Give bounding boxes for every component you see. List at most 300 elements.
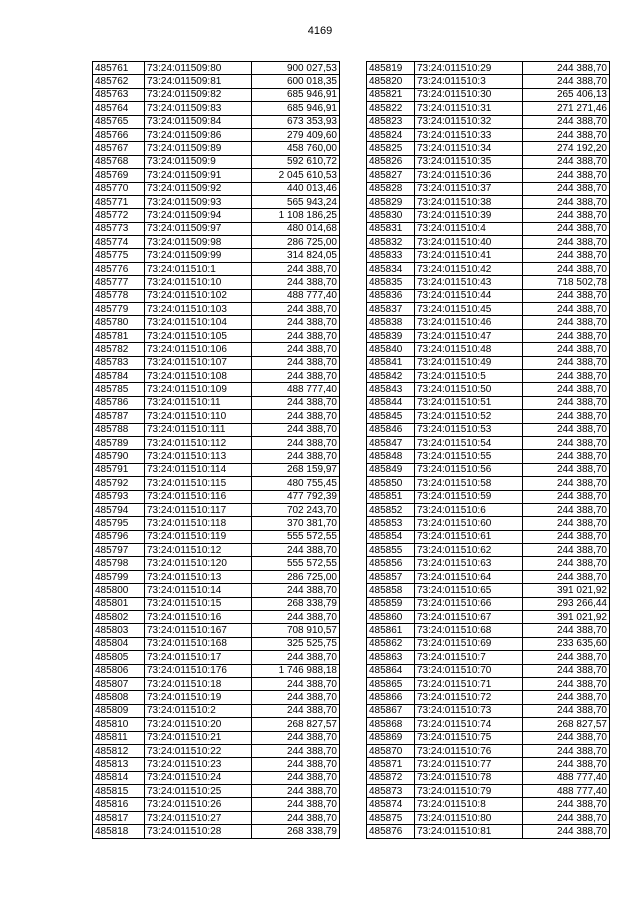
cadastral-value-cell: 244 388,70 bbox=[523, 825, 610, 838]
table-row bbox=[367, 436, 610, 449]
cadastral-number-cell: 73:24:011510:68 bbox=[415, 624, 523, 637]
table-row bbox=[93, 249, 340, 262]
row-number-cell: 485876 bbox=[367, 825, 415, 838]
cadastral-value-cell: 244 388,70 bbox=[523, 691, 610, 704]
row-number-cell: 485849 bbox=[367, 463, 415, 476]
cadastral-number-cell: 73:24:011510:6 bbox=[415, 503, 523, 516]
row-number-cell: 485840 bbox=[367, 343, 415, 356]
table-row bbox=[367, 570, 610, 583]
cadastral-number-cell: 73:24:011509:99 bbox=[145, 249, 252, 262]
row-number-cell: 485819 bbox=[367, 62, 415, 75]
table-row bbox=[93, 557, 340, 570]
row-number-cell: 485854 bbox=[367, 530, 415, 543]
cadastral-number-cell: 73:24:011510:81 bbox=[415, 825, 523, 838]
cadastral-value-cell: 279 409,60 bbox=[252, 128, 340, 141]
cadastral-value-cell: 685 946,91 bbox=[252, 102, 340, 115]
cadastral-number-cell: 73:24:011510:120 bbox=[145, 557, 252, 570]
cadastral-number-cell: 73:24:011510:106 bbox=[145, 343, 252, 356]
row-number-cell: 485765 bbox=[93, 115, 145, 128]
table-row bbox=[93, 651, 340, 664]
row-number-cell: 485783 bbox=[93, 356, 145, 369]
cadastral-number-cell: 73:24:011510:115 bbox=[145, 477, 252, 490]
cadastral-value-cell: 271 271,46 bbox=[523, 102, 610, 115]
cadastral-value-cell: 244 388,70 bbox=[523, 383, 610, 396]
cadastral-number-cell: 73:24:011510:51 bbox=[415, 396, 523, 409]
row-number-cell: 485867 bbox=[367, 704, 415, 717]
cadastral-number-cell: 73:24:011510:22 bbox=[145, 744, 252, 757]
cadastral-value-cell: 244 388,70 bbox=[523, 758, 610, 771]
cadastral-number-cell: 73:24:011510:114 bbox=[145, 463, 252, 476]
table-row bbox=[367, 128, 610, 141]
table-row bbox=[93, 731, 340, 744]
cadastral-value-cell: 244 388,70 bbox=[523, 262, 610, 275]
table-row bbox=[367, 249, 610, 262]
table-row bbox=[367, 195, 610, 208]
row-number-cell: 485798 bbox=[93, 557, 145, 570]
cadastral-value-cell: 244 388,70 bbox=[523, 182, 610, 195]
cadastral-number-cell: 73:24:011510:80 bbox=[415, 811, 523, 824]
cadastral-value-cell: 488 777,40 bbox=[252, 383, 340, 396]
row-number-cell: 485813 bbox=[93, 758, 145, 771]
table-row bbox=[367, 276, 610, 289]
table-row bbox=[367, 624, 610, 637]
row-number-cell: 485863 bbox=[367, 651, 415, 664]
row-number-cell: 485855 bbox=[367, 544, 415, 557]
cadastral-number-cell: 73:24:011510:77 bbox=[415, 758, 523, 771]
row-number-cell: 485771 bbox=[93, 195, 145, 208]
cadastral-value-cell: 244 388,70 bbox=[252, 584, 340, 597]
table-row bbox=[367, 155, 610, 168]
row-number-cell: 485770 bbox=[93, 182, 145, 195]
row-number-cell: 485795 bbox=[93, 517, 145, 530]
cadastral-number-cell: 73:24:011509:93 bbox=[145, 195, 252, 208]
table-row bbox=[93, 584, 340, 597]
table-row bbox=[93, 115, 340, 128]
cadastral-number-cell: 73:24:011510:79 bbox=[415, 785, 523, 798]
table-row bbox=[367, 222, 610, 235]
cadastral-value-cell: 244 388,70 bbox=[252, 423, 340, 436]
table-row bbox=[93, 544, 340, 557]
cadastral-number-cell: 73:24:011510:52 bbox=[415, 410, 523, 423]
table-row bbox=[93, 677, 340, 690]
row-number-cell: 485843 bbox=[367, 383, 415, 396]
table-row bbox=[93, 316, 340, 329]
cadastral-value-cell: 244 388,70 bbox=[523, 450, 610, 463]
table-row bbox=[367, 236, 610, 249]
row-number-cell: 485767 bbox=[93, 142, 145, 155]
table-row bbox=[367, 343, 610, 356]
table-row bbox=[367, 262, 610, 275]
cadastral-number-cell: 73:24:011510:23 bbox=[145, 758, 252, 771]
cadastral-number-cell: 73:24:011510:2 bbox=[145, 704, 252, 717]
cadastral-number-cell: 73:24:011510:71 bbox=[415, 677, 523, 690]
cadastral-number-cell: 73:24:011510:28 bbox=[145, 825, 252, 838]
cadastral-number-cell: 73:24:011510:36 bbox=[415, 169, 523, 182]
table-row bbox=[93, 517, 340, 530]
row-number-cell: 485775 bbox=[93, 249, 145, 262]
row-number-cell: 485818 bbox=[93, 825, 145, 838]
cadastral-number-cell: 73:24:011509:97 bbox=[145, 222, 252, 235]
cadastral-value-cell: 244 388,70 bbox=[523, 396, 610, 409]
row-number-cell: 485851 bbox=[367, 490, 415, 503]
cadastral-number-cell: 73:24:011510:16 bbox=[145, 611, 252, 624]
table-row bbox=[93, 530, 340, 543]
cadastral-number-cell: 73:24:011510:35 bbox=[415, 155, 523, 168]
cadastral-value-cell: 244 388,70 bbox=[523, 356, 610, 369]
row-number-cell: 485772 bbox=[93, 209, 145, 222]
cadastral-value-cell: 244 388,70 bbox=[252, 544, 340, 557]
row-number-cell: 485834 bbox=[367, 262, 415, 275]
cadastral-number-cell: 73:24:011510:38 bbox=[415, 195, 523, 208]
table-row bbox=[93, 369, 340, 382]
cadastral-value-cell: 268 338,79 bbox=[252, 825, 340, 838]
cadastral-number-cell: 73:24:011510:75 bbox=[415, 731, 523, 744]
table-row bbox=[93, 637, 340, 650]
cadastral-value-cell: 244 388,70 bbox=[252, 785, 340, 798]
row-number-cell: 485762 bbox=[93, 75, 145, 88]
cadastral-number-cell: 73:24:011510:72 bbox=[415, 691, 523, 704]
row-number-cell: 485862 bbox=[367, 637, 415, 650]
cadastral-value-cell: 244 388,70 bbox=[523, 236, 610, 249]
cadastral-number-cell: 73:24:011510:119 bbox=[145, 530, 252, 543]
row-number-cell: 485788 bbox=[93, 423, 145, 436]
cadastral-value-cell: 244 388,70 bbox=[252, 410, 340, 423]
cadastral-value-cell: 1 746 988,18 bbox=[252, 664, 340, 677]
row-number-cell: 485764 bbox=[93, 102, 145, 115]
cadastral-value-cell: 244 388,70 bbox=[252, 758, 340, 771]
row-number-cell: 485870 bbox=[367, 744, 415, 757]
cadastral-number-cell: 73:24:011510:66 bbox=[415, 597, 523, 610]
cadastral-number-cell: 73:24:011510:4 bbox=[415, 222, 523, 235]
cadastral-number-cell: 73:24:011510:45 bbox=[415, 303, 523, 316]
row-number-cell: 485807 bbox=[93, 677, 145, 690]
table-row bbox=[367, 463, 610, 476]
row-number-cell: 485763 bbox=[93, 88, 145, 101]
cadastral-value-cell: 268 827,57 bbox=[252, 718, 340, 731]
row-number-cell: 485866 bbox=[367, 691, 415, 704]
cadastral-value-cell: 592 610,72 bbox=[252, 155, 340, 168]
table-row bbox=[93, 102, 340, 115]
cadastral-value-cell: 274 192,20 bbox=[523, 142, 610, 155]
row-number-cell: 485833 bbox=[367, 249, 415, 262]
table-row bbox=[367, 691, 610, 704]
table-row bbox=[367, 718, 610, 731]
table-row bbox=[367, 383, 610, 396]
cadastral-value-cell: 244 388,70 bbox=[523, 75, 610, 88]
row-number-cell: 485874 bbox=[367, 798, 415, 811]
table-row bbox=[93, 128, 340, 141]
cadastral-value-cell: 244 388,70 bbox=[523, 677, 610, 690]
cadastral-number-cell: 73:24:011510:41 bbox=[415, 249, 523, 262]
row-number-cell: 485831 bbox=[367, 222, 415, 235]
cadastral-value-cell: 244 388,70 bbox=[523, 570, 610, 583]
table-row bbox=[93, 691, 340, 704]
row-number-cell: 485787 bbox=[93, 410, 145, 423]
cadastral-number-cell: 73:24:011509:89 bbox=[145, 142, 252, 155]
cadastral-number-cell: 73:24:011509:84 bbox=[145, 115, 252, 128]
table-row bbox=[93, 236, 340, 249]
cadastral-value-cell: 244 388,70 bbox=[523, 222, 610, 235]
row-number-cell: 485786 bbox=[93, 396, 145, 409]
table-row bbox=[93, 771, 340, 784]
row-number-cell: 485859 bbox=[367, 597, 415, 610]
cadastral-value-cell: 233 635,60 bbox=[523, 637, 610, 650]
row-number-cell: 485809 bbox=[93, 704, 145, 717]
row-number-cell: 485779 bbox=[93, 303, 145, 316]
row-number-cell: 485804 bbox=[93, 637, 145, 650]
cadastral-number-cell: 73:24:011510:48 bbox=[415, 343, 523, 356]
row-number-cell: 485856 bbox=[367, 557, 415, 570]
cadastral-value-cell: 685 946,91 bbox=[252, 88, 340, 101]
row-number-cell: 485864 bbox=[367, 664, 415, 677]
table-row bbox=[93, 303, 340, 316]
table-row bbox=[93, 825, 340, 838]
table-row bbox=[93, 718, 340, 731]
cadastral-value-cell: 268 338,79 bbox=[252, 597, 340, 610]
cadastral-number-cell: 73:24:011510:1 bbox=[145, 262, 252, 275]
cadastral-number-cell: 73:24:011509:98 bbox=[145, 236, 252, 249]
cadastral-value-cell: 244 388,70 bbox=[523, 530, 610, 543]
row-number-cell: 485839 bbox=[367, 329, 415, 342]
cadastral-value-cell: 1 108 186,25 bbox=[252, 209, 340, 222]
row-number-cell: 485774 bbox=[93, 236, 145, 249]
cadastral-number-cell: 73:24:011510:105 bbox=[145, 329, 252, 342]
cadastral-value-cell: 325 525,75 bbox=[252, 637, 340, 650]
cadastral-value-cell: 244 388,70 bbox=[252, 731, 340, 744]
cadastral-number-cell: 73:24:011509:82 bbox=[145, 88, 252, 101]
table-row bbox=[367, 169, 610, 182]
cadastral-number-cell: 73:24:011510:117 bbox=[145, 503, 252, 516]
cadastral-number-cell: 73:24:011509:91 bbox=[145, 169, 252, 182]
table-row bbox=[93, 383, 340, 396]
row-number-cell: 485842 bbox=[367, 369, 415, 382]
cadastral-number-cell: 73:24:011509:81 bbox=[145, 75, 252, 88]
row-number-cell: 485761 bbox=[93, 62, 145, 75]
cadastral-value-cell: 244 388,70 bbox=[523, 624, 610, 637]
cadastral-number-cell: 73:24:011510:47 bbox=[415, 329, 523, 342]
cadastral-value-cell: 244 388,70 bbox=[523, 477, 610, 490]
row-number-cell: 485806 bbox=[93, 664, 145, 677]
table-row bbox=[93, 436, 340, 449]
cadastral-value-cell: 244 388,70 bbox=[523, 731, 610, 744]
table-row bbox=[367, 584, 610, 597]
row-number-cell: 485823 bbox=[367, 115, 415, 128]
row-number-cell: 485872 bbox=[367, 771, 415, 784]
cadastral-value-cell: 244 388,70 bbox=[252, 744, 340, 757]
cadastral-value-cell: 244 388,70 bbox=[523, 249, 610, 262]
row-number-cell: 485837 bbox=[367, 303, 415, 316]
row-number-cell: 485789 bbox=[93, 436, 145, 449]
cadastral-number-cell: 73:24:011510:176 bbox=[145, 664, 252, 677]
table-row bbox=[367, 704, 610, 717]
cadastral-number-cell: 73:24:011510:104 bbox=[145, 316, 252, 329]
cadastral-value-cell: 391 021,92 bbox=[523, 611, 610, 624]
cadastral-number-cell: 73:24:011510:59 bbox=[415, 490, 523, 503]
cadastral-number-cell: 73:24:011509:83 bbox=[145, 102, 252, 115]
row-number-cell: 485800 bbox=[93, 584, 145, 597]
cadastral-number-cell: 73:24:011510:65 bbox=[415, 584, 523, 597]
cadastral-number-cell: 73:24:011510:116 bbox=[145, 490, 252, 503]
table-row bbox=[367, 544, 610, 557]
table-row bbox=[93, 410, 340, 423]
row-number-cell: 485845 bbox=[367, 410, 415, 423]
cadastral-value-cell: 244 388,70 bbox=[252, 262, 340, 275]
cadastral-value-cell: 244 388,70 bbox=[523, 811, 610, 824]
row-number-cell: 485871 bbox=[367, 758, 415, 771]
cadastral-value-cell: 286 725,00 bbox=[252, 570, 340, 583]
cadastral-number-cell: 73:24:011510:107 bbox=[145, 356, 252, 369]
cadastral-number-cell: 73:24:011510:54 bbox=[415, 436, 523, 449]
cadastral-value-cell: 708 910,57 bbox=[252, 624, 340, 637]
cadastral-number-cell: 73:24:011510:24 bbox=[145, 771, 252, 784]
cadastral-value-cell: 244 388,70 bbox=[252, 704, 340, 717]
table-row bbox=[367, 664, 610, 677]
row-number-cell: 485784 bbox=[93, 369, 145, 382]
row-number-cell: 485776 bbox=[93, 262, 145, 275]
cadastral-number-cell: 73:24:011510:29 bbox=[415, 62, 523, 75]
table-row bbox=[93, 758, 340, 771]
table-row bbox=[367, 102, 610, 115]
cadastral-value-cell: 244 388,70 bbox=[252, 611, 340, 624]
cadastral-number-cell: 73:24:011510:33 bbox=[415, 128, 523, 141]
page-number: 4169 bbox=[307, 25, 333, 37]
cadastral-number-cell: 73:24:011510:15 bbox=[145, 597, 252, 610]
row-number-cell: 485860 bbox=[367, 611, 415, 624]
table-row bbox=[367, 303, 610, 316]
cadastral-number-cell: 73:24:011510:63 bbox=[415, 557, 523, 570]
cadastral-number-cell: 73:24:011510:168 bbox=[145, 637, 252, 650]
cadastral-value-cell: 565 943,24 bbox=[252, 195, 340, 208]
row-number-cell: 485781 bbox=[93, 329, 145, 342]
cadastral-value-cell: 244 388,70 bbox=[252, 811, 340, 824]
cadastral-number-cell: 73:24:011510:3 bbox=[415, 75, 523, 88]
table-row bbox=[367, 503, 610, 516]
row-number-cell: 485791 bbox=[93, 463, 145, 476]
row-number-cell: 485814 bbox=[93, 771, 145, 784]
table-row bbox=[93, 503, 340, 516]
row-number-cell: 485841 bbox=[367, 356, 415, 369]
cadastral-number-cell: 73:24:011510:40 bbox=[415, 236, 523, 249]
row-number-cell: 485817 bbox=[93, 811, 145, 824]
cadastral-value-cell: 480 755,45 bbox=[252, 477, 340, 490]
cadastral-value-cell: 244 388,70 bbox=[523, 544, 610, 557]
cadastral-value-cell: 244 388,70 bbox=[523, 209, 610, 222]
cadastral-value-cell: 244 388,70 bbox=[252, 369, 340, 382]
cadastral-number-cell: 73:24:011510:76 bbox=[415, 744, 523, 757]
cadastral-number-cell: 73:24:011510:19 bbox=[145, 691, 252, 704]
row-number-cell: 485820 bbox=[367, 75, 415, 88]
cadastral-value-cell: 488 777,40 bbox=[523, 771, 610, 784]
table-row bbox=[367, 597, 610, 610]
table-row bbox=[93, 611, 340, 624]
table-row bbox=[367, 825, 610, 838]
row-number-cell: 485782 bbox=[93, 343, 145, 356]
cadastral-number-cell: 73:24:011510:69 bbox=[415, 637, 523, 650]
row-number-cell: 485793 bbox=[93, 490, 145, 503]
cadastral-value-cell: 268 827,57 bbox=[523, 718, 610, 731]
table-row bbox=[367, 209, 610, 222]
cadastral-number-cell: 73:24:011510:113 bbox=[145, 450, 252, 463]
cadastral-table-right bbox=[366, 61, 610, 839]
row-number-cell: 485844 bbox=[367, 396, 415, 409]
row-number-cell: 485799 bbox=[93, 570, 145, 583]
table-row bbox=[367, 316, 610, 329]
cadastral-number-cell: 73:24:011510:25 bbox=[145, 785, 252, 798]
cadastral-value-cell: 370 381,70 bbox=[252, 517, 340, 530]
table-row bbox=[93, 664, 340, 677]
table-row bbox=[93, 343, 340, 356]
row-number-cell: 485832 bbox=[367, 236, 415, 249]
cadastral-value-cell: 244 388,70 bbox=[252, 356, 340, 369]
row-number-cell: 485769 bbox=[93, 169, 145, 182]
table-row bbox=[93, 209, 340, 222]
cadastral-value-cell: 244 388,70 bbox=[523, 490, 610, 503]
table-row bbox=[367, 62, 610, 75]
cadastral-value-cell: 244 388,70 bbox=[523, 557, 610, 570]
cadastral-number-cell: 73:24:011510:109 bbox=[145, 383, 252, 396]
row-number-cell: 485777 bbox=[93, 276, 145, 289]
row-number-cell: 485869 bbox=[367, 731, 415, 744]
cadastral-value-cell: 555 572,55 bbox=[252, 557, 340, 570]
row-number-cell: 485858 bbox=[367, 584, 415, 597]
table-row bbox=[93, 744, 340, 757]
row-number-cell: 485826 bbox=[367, 155, 415, 168]
row-number-cell: 485846 bbox=[367, 423, 415, 436]
cadastral-value-cell: 391 021,92 bbox=[523, 584, 610, 597]
table-row bbox=[93, 356, 340, 369]
row-number-cell: 485838 bbox=[367, 316, 415, 329]
table-row bbox=[93, 423, 340, 436]
cadastral-value-cell: 900 027,53 bbox=[252, 62, 340, 75]
cadastral-value-cell: 244 388,70 bbox=[252, 396, 340, 409]
cadastral-value-cell: 2 045 610,53 bbox=[252, 169, 340, 182]
table-row bbox=[93, 182, 340, 195]
cadastral-number-cell: 73:24:011510:12 bbox=[145, 544, 252, 557]
row-number-cell: 485853 bbox=[367, 517, 415, 530]
table-row bbox=[93, 396, 340, 409]
table-row bbox=[367, 356, 610, 369]
cadastral-value-cell: 244 388,70 bbox=[523, 436, 610, 449]
cadastral-number-cell: 73:24:011510:5 bbox=[415, 369, 523, 382]
cadastral-number-cell: 73:24:011509:86 bbox=[145, 128, 252, 141]
cadastral-value-cell: 702 243,70 bbox=[252, 503, 340, 516]
table-row bbox=[367, 758, 610, 771]
row-number-cell: 485801 bbox=[93, 597, 145, 610]
cadastral-value-cell: 244 388,70 bbox=[252, 798, 340, 811]
cadastral-number-cell: 73:24:011510:102 bbox=[145, 289, 252, 302]
table-row bbox=[367, 396, 610, 409]
cadastral-value-cell: 244 388,70 bbox=[252, 450, 340, 463]
cadastral-value-cell: 244 388,70 bbox=[252, 651, 340, 664]
cadastral-number-cell: 73:24:011510:49 bbox=[415, 356, 523, 369]
row-number-cell: 485773 bbox=[93, 222, 145, 235]
row-number-cell: 485810 bbox=[93, 718, 145, 731]
table-row bbox=[93, 798, 340, 811]
cadastral-number-cell: 73:24:011510:70 bbox=[415, 664, 523, 677]
row-number-cell: 485861 bbox=[367, 624, 415, 637]
table-row bbox=[367, 450, 610, 463]
row-number-cell: 485836 bbox=[367, 289, 415, 302]
cadastral-value-cell: 488 777,40 bbox=[523, 785, 610, 798]
cadastral-value-cell: 555 572,55 bbox=[252, 530, 340, 543]
cadastral-number-cell: 73:24:011510:44 bbox=[415, 289, 523, 302]
table-row bbox=[93, 195, 340, 208]
table-row bbox=[367, 785, 610, 798]
cadastral-value-cell: 286 725,00 bbox=[252, 236, 340, 249]
cadastral-number-cell: 73:24:011509:9 bbox=[145, 155, 252, 168]
row-number-cell: 485824 bbox=[367, 128, 415, 141]
cadastral-number-cell: 73:24:011510:58 bbox=[415, 477, 523, 490]
